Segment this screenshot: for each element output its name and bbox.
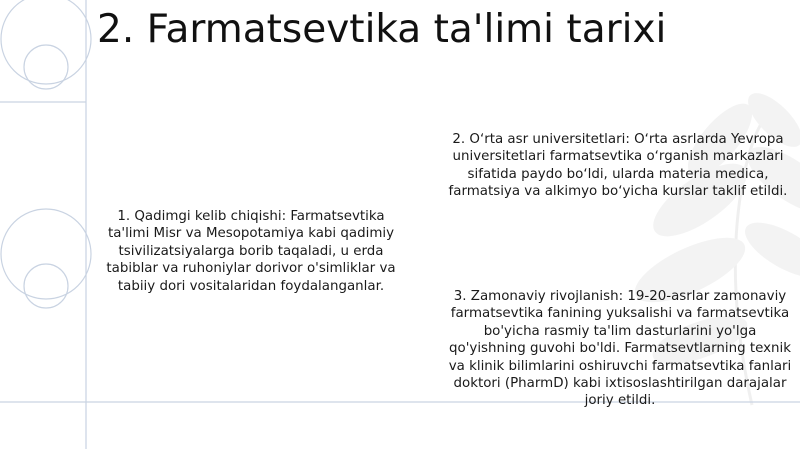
paragraph-ancient-origins: 1. Qadimgi kelib chiqishi: Farmatsevtika ta'limi Misr va Mesopotamiya kabi qadimiy tsivilizatsiyalarga borib taqaladi, u erda tabiblar va ruhoniylar dorivor o'simliklar va tabiiy dori vositalaridan foydalanganlar.: [106, 209, 396, 294]
decor-circle-large-bottom: [1, 209, 91, 299]
decor-circle-large-top: [1, 0, 91, 84]
decor-circle-small-bottom: [24, 264, 68, 308]
paragraph-modern-development: 3. Zamonaviy rivojlanish: 19-20-asrlar zamonaviy farmatsevtika fanining yuksalishi va farmatsevtika bo'yicha rasmiy ta'lim dasturlarini yo'lga qo'yishning guvohi bo'ldi. Farmatsevtlarning texnik va klinik bilimlarini oshiruvchi farmatsevtika fanlari doktori (PharmD) kabi ixtisoslashtirilgan darajalar joriy etildi.: [448, 289, 792, 409]
paragraph-medieval-universities: 2. Oʻrta asr universitetlari: Oʻrta asrlarda Yevropa universitetlari farmatsevtika oʻrganish markazlari sifatida paydo boʻldi, ularda materia medica, farmatsiya va alkimyo boʻyicha kurslar taklif etildi.: [448, 132, 788, 200]
slide-title: 2. Farmatsevtika ta'limi tarixi: [97, 7, 667, 52]
decor-circle-small-top: [24, 45, 68, 89]
